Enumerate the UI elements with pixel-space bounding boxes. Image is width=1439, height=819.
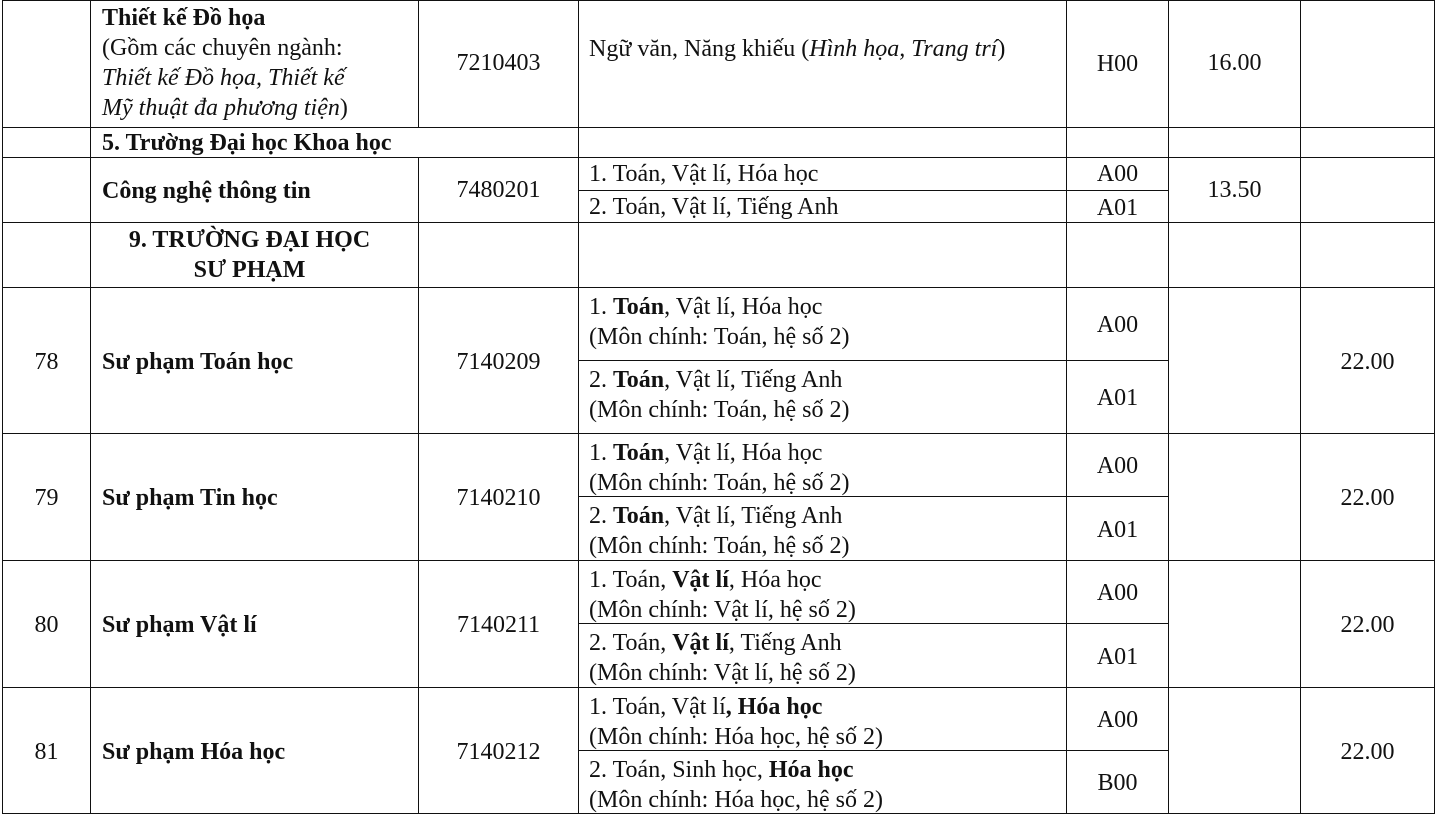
program-note: Mỹ thuật đa phương tiện): [102, 95, 348, 121]
subjects: Ngữ văn, Năng khiếu (Hình họa, Trang trí): [589, 36, 1006, 62]
subjects-cell: [578, 360, 1067, 434]
section-heading: 9. TRƯỜNG ĐẠI HỌC: [128, 227, 371, 253]
text-segment: 1.: [589, 294, 613, 320]
row-number: 78: [34, 348, 59, 375]
score-cell: [1168, 433, 1301, 561]
main-subject-note: (Môn chính: Toán, hệ số 2): [589, 533, 850, 559]
score: 22.00: [1340, 348, 1395, 375]
score-cell: [1168, 0, 1301, 128]
empty-cell: [1168, 222, 1301, 288]
combo-code-cell: [1066, 287, 1169, 361]
score: 13.50: [1207, 177, 1262, 203]
program-code: 7140212: [456, 738, 541, 765]
main-subject-note: (Môn chính: Toán, hệ số 2): [589, 397, 850, 423]
combo-code-cell: [1066, 190, 1169, 223]
subjects-cell: [578, 687, 1067, 751]
text-segment: Toán: [613, 440, 665, 466]
main-subject-note: (Môn chính: Toán, hệ số 2): [589, 470, 850, 496]
section-heading-cell: [90, 222, 419, 288]
combo-code-cell: [1066, 687, 1169, 751]
score-cell-2: [1300, 0, 1435, 128]
subjects-line: [589, 628, 842, 658]
empty-cell: [418, 222, 579, 288]
subjects-cell: [578, 560, 1067, 624]
subjects-cell: [578, 750, 1067, 814]
score-cell: [1168, 287, 1301, 434]
combo-code-cell: [1066, 623, 1169, 688]
program-name-cell: [90, 0, 419, 128]
text-segment: 2. Toán,: [589, 630, 673, 656]
program-name-cell: [90, 433, 419, 561]
program-name-cell: [90, 687, 419, 814]
subjects-cell: [578, 157, 1067, 191]
stt-cell: [2, 433, 91, 561]
score-cell-2: [1300, 560, 1435, 688]
combo-code-cell: [1066, 496, 1169, 561]
program-name: Thiết kế Đồ họa: [102, 5, 266, 31]
row-number: 79: [34, 485, 59, 511]
combo-code: A00: [1096, 453, 1139, 479]
subjects-cell: [578, 433, 1067, 497]
combo-code-cell: [1066, 0, 1169, 128]
row-number: 81: [34, 738, 59, 765]
combo-code: A00: [1096, 161, 1139, 187]
combo-code: A01: [1096, 195, 1139, 221]
combo-code: A00: [1096, 580, 1139, 606]
text-segment: Hóa học: [768, 757, 854, 783]
section-heading: 5. Trường Đại học Khoa học: [102, 130, 392, 156]
section-heading-cell: [90, 127, 579, 158]
empty-cell: [1066, 127, 1169, 158]
subjects: 1. Toán, Vật lí, Hóa học: [589, 161, 819, 187]
text-segment: , Hóa học: [725, 694, 823, 720]
combo-code-cell: [1066, 560, 1169, 624]
subjects-line: [589, 755, 854, 785]
section-heading: SƯ PHẠM: [193, 257, 306, 283]
text-segment: 1. Toán,: [589, 567, 673, 593]
program-note: (Gồm các chuyên ngành:: [102, 35, 343, 61]
score: 22.00: [1340, 485, 1395, 511]
text-segment: , Vật lí, Tiếng Anh: [664, 503, 843, 529]
code-cell: [418, 687, 579, 814]
subjects-line: [589, 501, 842, 531]
score-cell: [1168, 687, 1301, 814]
main-subject-note: (Môn chính: Vật lí, hệ số 2): [589, 660, 856, 686]
empty-cell: [1300, 222, 1435, 288]
empty-cell: [578, 127, 1067, 158]
combo-code-cell: [1066, 750, 1169, 814]
empty-cell: [1066, 222, 1169, 288]
combo-code: H00: [1096, 51, 1139, 77]
main-subject-note: (Môn chính: Toán, hệ số 2): [589, 324, 850, 350]
text-segment: 1. Toán, Vật lí: [589, 694, 726, 720]
code-cell: [418, 433, 579, 561]
text-segment: Vật lí: [672, 630, 729, 656]
program-name: Sư phạm Tin học: [102, 485, 278, 511]
program-name-cell: [90, 287, 419, 434]
program-code: 7210403: [456, 50, 541, 76]
main-subject-note: (Môn chính: Hóa học, hệ số 2): [589, 724, 883, 750]
subjects-line: [589, 692, 822, 722]
row-number: 80: [34, 612, 59, 638]
code-cell: [418, 560, 579, 688]
empty-cell: [578, 222, 1067, 288]
score-cell: [1168, 560, 1301, 688]
score: 22.00: [1340, 738, 1395, 765]
combo-code: B00: [1097, 770, 1138, 796]
text-segment: 2. Toán, Sinh học,: [589, 757, 769, 783]
stt-cell: [2, 157, 91, 223]
program-code: 7140209: [456, 348, 541, 375]
subjects-cell: [578, 0, 1067, 128]
program-name: Sư phạm Vật lí: [102, 612, 257, 638]
subjects-cell: [578, 287, 1067, 361]
subjects-line: [589, 365, 842, 395]
combo-code-cell: [1066, 360, 1169, 434]
combo-code: A01: [1096, 385, 1139, 411]
stt-cell: [2, 127, 91, 158]
text-segment: Toán: [613, 294, 665, 320]
text-segment: 2.: [589, 503, 613, 529]
combo-code: A01: [1096, 516, 1139, 543]
code-cell: [418, 287, 579, 434]
text-segment: 1.: [589, 440, 613, 466]
code-cell: [418, 0, 579, 128]
text-segment: 2.: [589, 367, 613, 393]
stt-cell: [2, 222, 91, 288]
text-segment: , Vật lí, Tiếng Anh: [664, 367, 843, 393]
combo-code: A00: [1096, 707, 1139, 733]
score-cell-2: [1300, 157, 1435, 223]
program-name: Sư phạm Toán học: [102, 348, 294, 375]
program-code: 7140210: [456, 485, 541, 511]
combo-code-cell: [1066, 157, 1169, 191]
stt-cell: [2, 687, 91, 814]
text-segment: Vật lí: [672, 567, 729, 593]
subjects-line: [589, 438, 822, 468]
score-cell-2: [1300, 287, 1435, 434]
program-code: 7480201: [456, 177, 541, 203]
text-segment: , Tiếng Anh: [728, 630, 842, 656]
program-code: 7140211: [456, 612, 541, 638]
score-cell-2: [1300, 433, 1435, 561]
code-cell: [418, 157, 579, 223]
program-name: Sư phạm Hóa học: [102, 738, 286, 765]
text-segment: , Vật lí, Hóa học: [664, 440, 823, 466]
combo-code: A00: [1096, 312, 1139, 338]
subjects-cell: [578, 190, 1067, 223]
program-name: Công nghệ thông tin: [102, 178, 311, 204]
subjects-line: [589, 292, 822, 322]
stt-cell: [2, 560, 91, 688]
subjects-cell: [578, 623, 1067, 688]
score: 22.00: [1340, 612, 1395, 638]
score: 16.00: [1207, 50, 1262, 76]
text-segment: Toán: [613, 503, 665, 529]
subjects-cell: [578, 496, 1067, 561]
stt-cell: [2, 287, 91, 434]
program-name-cell: [90, 560, 419, 688]
combo-code-cell: [1066, 433, 1169, 497]
main-subject-note: (Môn chính: Vật lí, hệ số 2): [589, 597, 856, 623]
subjects: 2. Toán, Vật lí, Tiếng Anh: [589, 194, 839, 220]
program-name-cell: [90, 157, 419, 223]
empty-cell: [1168, 127, 1301, 158]
score-cell-2: [1300, 687, 1435, 814]
score-cell: [1168, 157, 1301, 223]
text-segment: , Vật lí, Hóa học: [664, 294, 823, 320]
text-segment: , Hóa học: [728, 567, 822, 593]
program-note: Thiết kế Đồ họa, Thiết kế: [102, 65, 345, 91]
subjects-line: [589, 565, 822, 595]
stt-cell: [2, 0, 91, 128]
main-subject-note: (Môn chính: Hóa học, hệ số 2): [589, 787, 883, 813]
combo-code: A01: [1096, 643, 1139, 670]
text-segment: Toán: [613, 367, 665, 393]
empty-cell: [1300, 127, 1435, 158]
